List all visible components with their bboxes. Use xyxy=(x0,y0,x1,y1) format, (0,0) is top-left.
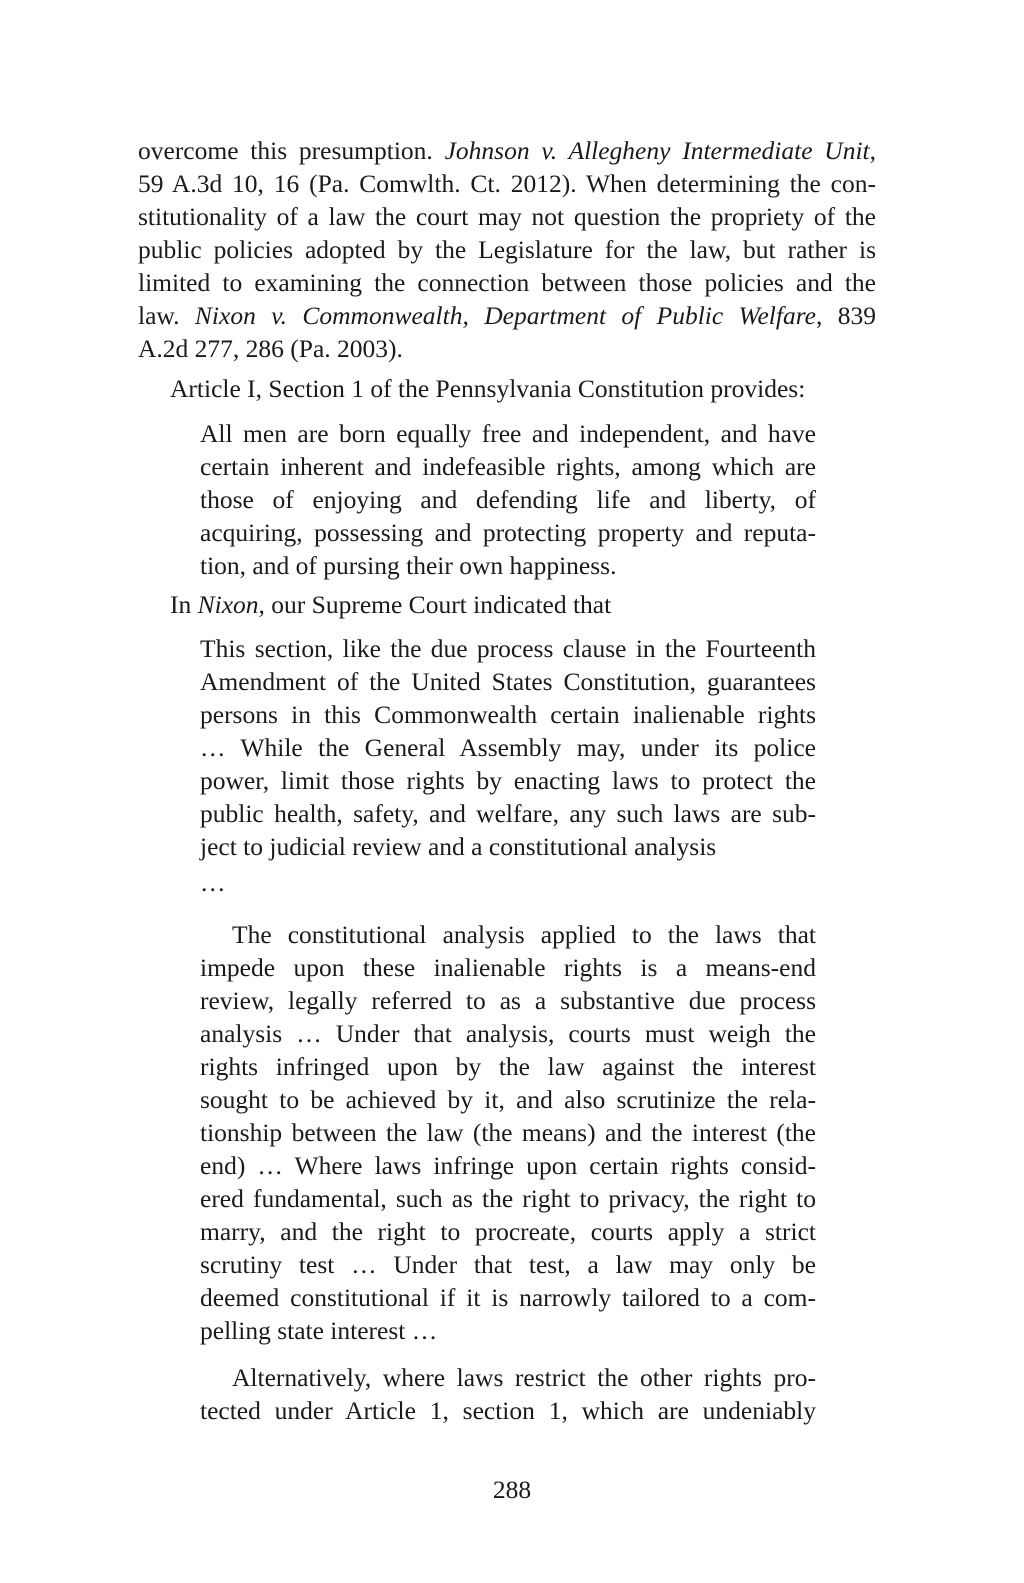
quote-line: All men are born equally free and independent, and have xyxy=(200,419,816,448)
omission-ellipsis xyxy=(200,866,816,899)
text-line: limited to examining the connection between those policies and the xyxy=(138,268,876,297)
quote-line: tion, and of pursing their own happiness. xyxy=(200,551,617,580)
nixon-quote-part-1 xyxy=(200,632,816,863)
quote-line: pelling state interest … xyxy=(200,1316,438,1345)
quote-line: sought to be achieved by it, and also scrutinize the rela- xyxy=(200,1085,816,1114)
text-line: A.2d 277, 286 (Pa. 2003). xyxy=(138,334,403,363)
quote-line: Amendment of the United States Constitution, guarantees xyxy=(200,667,816,696)
nixon-intro-paragraph xyxy=(138,588,876,621)
nixon-quote-part-3 xyxy=(200,1361,816,1427)
text-line: stitutionality of a law the court may not question the propriety of the xyxy=(138,202,876,231)
page-number: 288 xyxy=(492,1475,532,1504)
ellipsis-line: … xyxy=(200,868,226,897)
text-line: overcome this presumption. Johnson v. Allegheny Intermediate Unit, xyxy=(138,136,876,165)
case-citation: Johnson v. Allegheny Intermediate Unit xyxy=(444,136,870,165)
quote-line: rights infringed upon by the law against the interest xyxy=(200,1052,816,1081)
nixon-quote-part-2 xyxy=(200,918,816,1347)
quote-line: ered fundamental, such as the right to privacy, the right to xyxy=(200,1184,816,1213)
quote-line: scrutiny test … Under that test, a law may only be xyxy=(200,1250,816,1279)
quote-line: The constitutional analysis applied to the laws that xyxy=(232,920,816,949)
opening-paragraph xyxy=(138,134,876,365)
text-line: public policies adopted by the Legislature for the law, but rather is xyxy=(138,235,876,264)
text-line: law. Nixon v. Commonwealth, Department of Public Welfare, 839 xyxy=(138,301,876,330)
constitution-quote xyxy=(200,417,816,582)
text-line: In Nixon, our Supreme Court indicated that xyxy=(170,590,612,619)
quote-line: end) … Where laws infringe upon certain rights consid- xyxy=(200,1151,816,1180)
quote-line: review, legally referred to as a substantive due process xyxy=(200,986,816,1015)
quote-line: those of enjoying and defending life and liberty, of xyxy=(200,485,816,514)
text-line: Article I, Section 1 of the Pennsylvania Constitution provides: xyxy=(170,374,806,403)
quote-line: This section, like the due process clause in the Fourteenth xyxy=(200,634,816,663)
text-line: 59 A.3d 10, 16 (Pa. Comwlth. Ct. 2012). When determining the con- xyxy=(138,169,876,198)
quote-line: impede upon these inalienable rights is a means-end xyxy=(200,953,816,982)
quote-line: acquiring, possessing and protecting property and reputa- xyxy=(200,518,816,547)
article-intro-paragraph xyxy=(138,372,876,405)
quote-line: … While the General Assembly may, under its police xyxy=(200,733,816,762)
quote-line: tected under Article 1, section 1, which are undeniably xyxy=(200,1396,816,1425)
quote-line: power, limit those rights by enacting laws to protect the xyxy=(200,766,816,795)
quote-line: Alternatively, where laws restrict the other rights pro- xyxy=(232,1363,816,1392)
case-name: Nixon xyxy=(197,590,259,619)
quote-line: tionship between the law (the means) and the interest (the xyxy=(200,1118,816,1147)
case-citation: Nixon v. Commonwealth, Department of Public Welfare xyxy=(194,301,816,330)
quote-line: analysis … Under that analysis, courts must weigh the xyxy=(200,1019,816,1048)
quote-line: persons in this Commonwealth certain inalienable rights xyxy=(200,700,816,729)
quote-line: certain inherent and indefeasible rights, among which are xyxy=(200,452,816,481)
quote-line: ject to judicial review and a constitutional analysis xyxy=(200,832,717,861)
quote-line: public health, safety, and welfare, any such laws are sub- xyxy=(200,799,816,828)
quote-line: deemed constitutional if it is narrowly tailored to a com- xyxy=(200,1283,816,1312)
quote-line: marry, and the right to procreate, courts apply a strict xyxy=(200,1217,816,1246)
